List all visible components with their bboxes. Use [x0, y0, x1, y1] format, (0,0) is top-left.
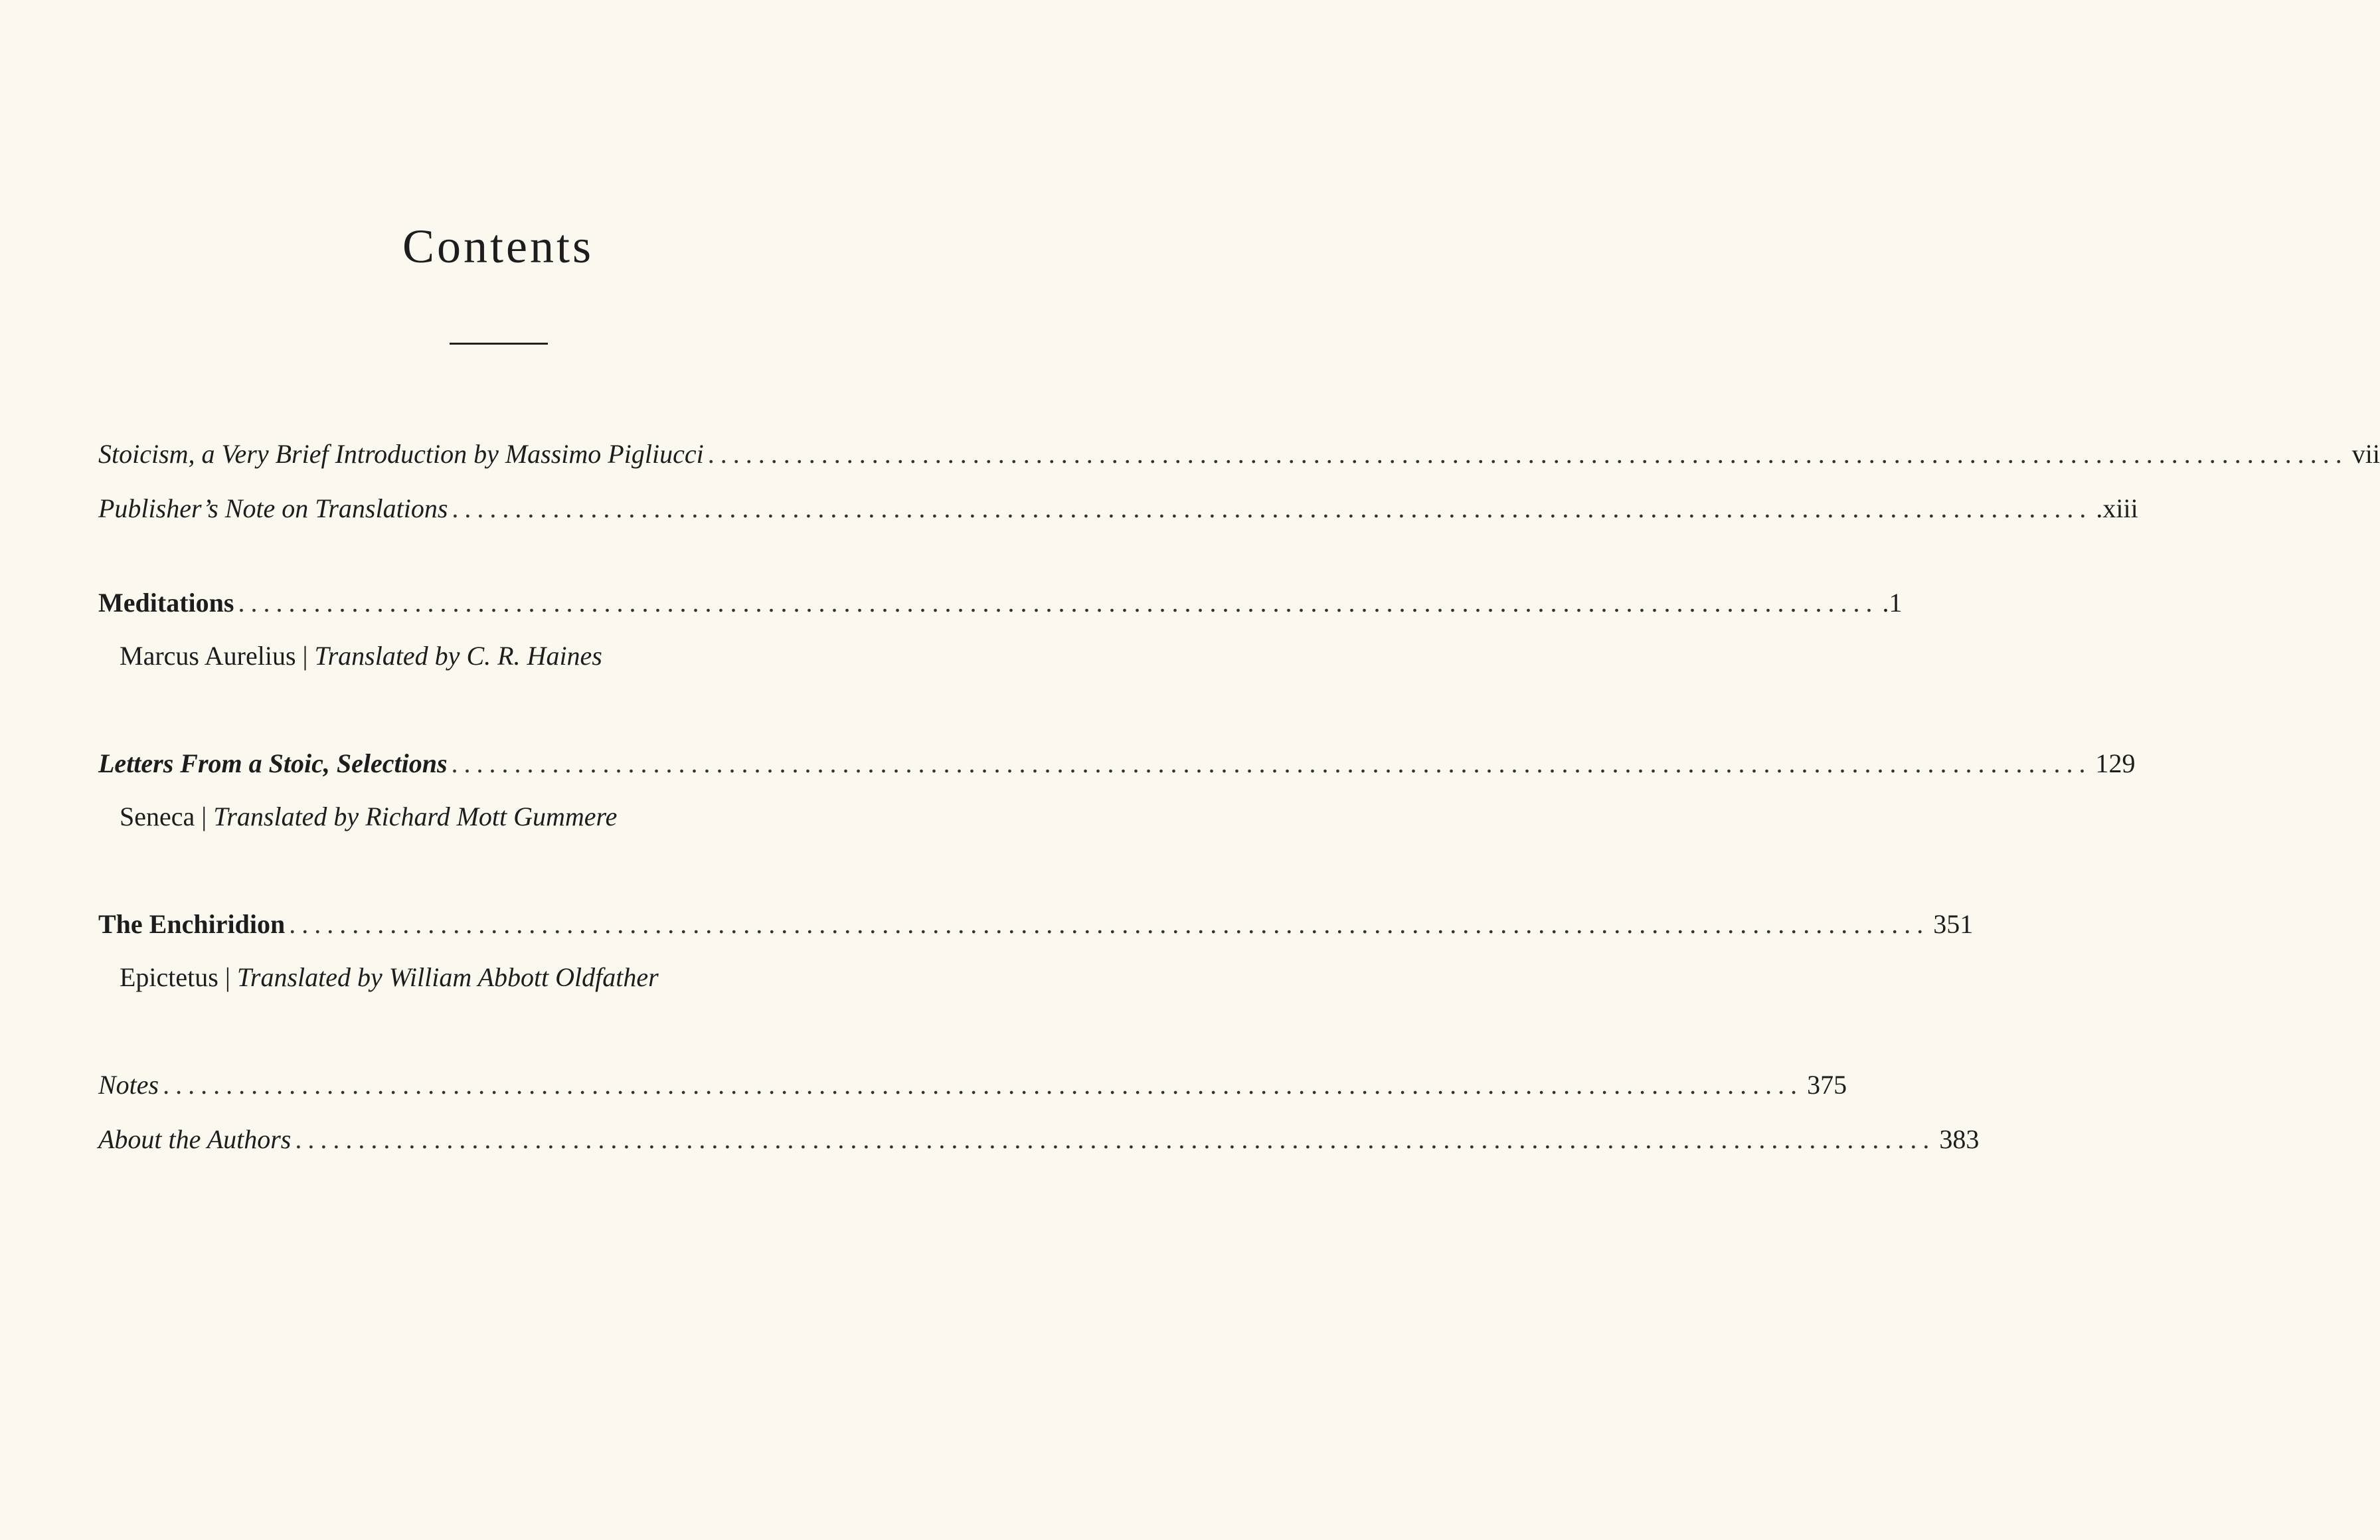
toc-byline-enchiridion	[120, 962, 659, 993]
toc-page-number: vii	[2351, 439, 2380, 469]
page-title: Contents	[402, 220, 594, 273]
dot-leader: ..................................................................................................................................	[707, 439, 2348, 469]
toc-entry-label: Publisher’s Note on Translations	[98, 493, 448, 523]
author-name: Epictetus	[120, 962, 218, 992]
byline-separator: |	[224, 962, 230, 992]
toc-entry-label: The Enchiridion	[98, 909, 286, 939]
title-divider	[450, 343, 548, 345]
author-name: Marcus Aurelius	[120, 641, 296, 671]
translator-credit: Translated by Richard Mott Gummere	[213, 802, 618, 831]
dot-leader: ..................................................................................................................................	[238, 588, 1879, 618]
toc-entry-label: Letters From a Stoic, Selections	[98, 748, 448, 778]
toc-entry-publishers-note[interactable]	[98, 493, 2138, 524]
dot-leader: ..................................................................................................................................	[163, 1070, 1804, 1100]
toc-entry-label: About the Authors	[98, 1124, 292, 1154]
toc-entry-about-authors[interactable]	[98, 1124, 1980, 1155]
toc-entry-introduction[interactable]	[98, 438, 2380, 470]
dot-leader: ..................................................................................................................................	[451, 748, 2092, 778]
translator-credit: Translated by William Abbott Oldfather	[236, 962, 659, 992]
dot-leader: ..................................................................................................................................	[289, 909, 1930, 939]
toc-entry-letters[interactable]	[98, 748, 2136, 779]
toc-page-number: 375	[1807, 1070, 1847, 1100]
toc-page-number: 383	[1939, 1124, 1980, 1154]
toc-entry-label: Meditations	[98, 588, 234, 618]
toc-page-number: 351	[1933, 909, 1974, 939]
author-name: Seneca	[120, 802, 195, 831]
toc-page-number: .1	[1882, 588, 1903, 618]
dot-leader: ..................................................................................................................................	[452, 493, 2092, 523]
byline-separator: |	[201, 802, 207, 831]
toc-byline-letters	[120, 801, 617, 832]
toc-entry-enchiridion[interactable]	[98, 908, 1974, 940]
toc-entry-meditations[interactable]	[98, 587, 1903, 618]
toc-page-number: 129	[2095, 748, 2136, 778]
toc-entry-label: Notes	[98, 1070, 159, 1100]
byline-separator: |	[302, 641, 308, 671]
toc-entry-label: Stoicism, a Very Brief Introduction by Massimo Pigliucci	[98, 439, 704, 469]
translator-credit: Translated by C. R. Haines	[314, 641, 602, 671]
toc-page-number: .xiii	[2096, 493, 2138, 523]
toc-entry-notes[interactable]	[98, 1069, 1847, 1100]
toc-byline-meditations	[120, 640, 602, 671]
dot-leader: ..................................................................................................................................	[295, 1124, 1936, 1154]
